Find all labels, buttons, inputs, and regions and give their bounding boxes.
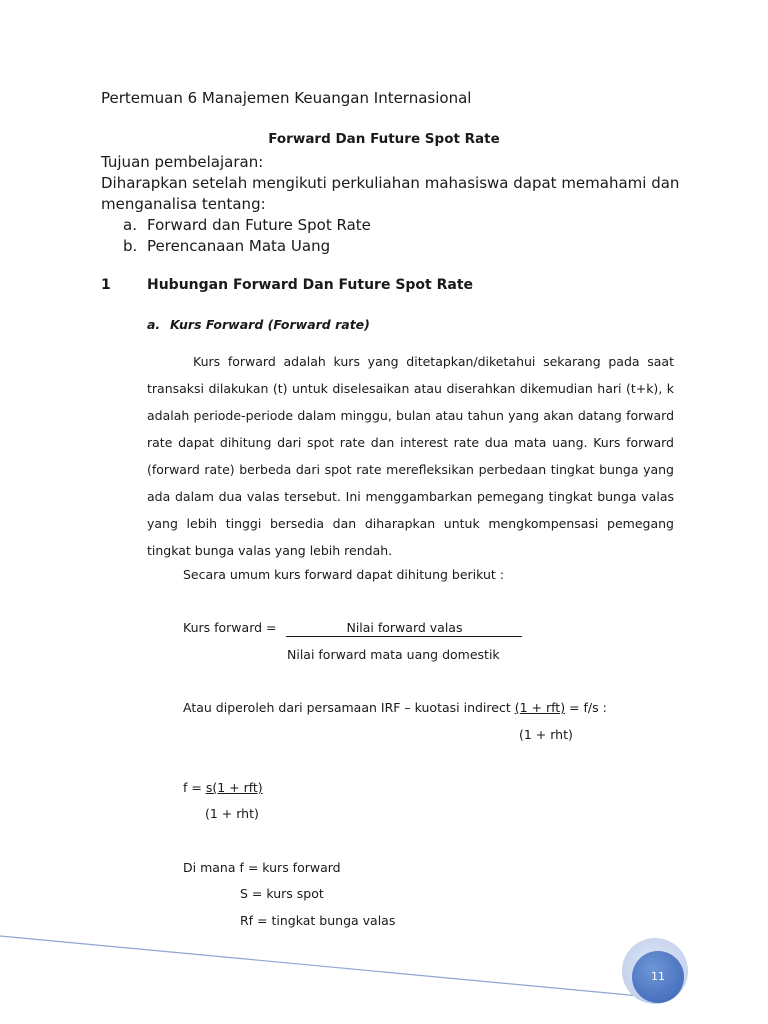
irf-suffix: = f/s : xyxy=(569,700,607,715)
where-line-1: Di mana f = kurs forward xyxy=(183,860,341,875)
where-line-3: Rf = tingkat bunga valas xyxy=(240,913,396,928)
kurs-forward-formula xyxy=(183,620,522,637)
kurs-forward-numerator: Nilai forward valas xyxy=(286,620,522,637)
document-header: Pertemuan 6 Manajemen Keuangan Internasional xyxy=(101,89,472,107)
objectives-heading: Tujuan pembelajaran: xyxy=(101,153,264,171)
page-number-badge: 11 xyxy=(632,951,684,1003)
irf-text: Atau diperoleh dari persamaan IRF – kuotasi indirect xyxy=(183,700,511,715)
kurs-forward-label: Kurs forward = xyxy=(183,620,277,635)
objective-item xyxy=(101,236,679,257)
learning-objectives xyxy=(101,152,679,257)
f-numerator: s(1 + rft) xyxy=(205,780,263,795)
irf-numerator: (1 + rft) xyxy=(514,700,566,715)
subsection-heading xyxy=(147,317,370,332)
f-denominator: (1 + rht) xyxy=(205,806,259,821)
footer-line xyxy=(0,936,640,996)
document-title: Forward Dan Future Spot Rate xyxy=(268,131,500,147)
objectives-intro-line-1: Diharapkan setelah mengikuti perkuliahan mahasiswa dapat memahami dan xyxy=(101,174,680,192)
formula-intro: Secara umum kurs forward dapat dihitung berikut : xyxy=(183,567,505,582)
paragraph-text: Kurs forward adalah kurs yang ditetapkan/diketahui sekarang pada saat transaksi dilakukan (t) untuk diselesaikan atau diserahkan dikemudian hari (t+k), k adalah periode-periode dalam minggu, bulan atau tahun yang akan datang forward rate dapat dihitung dari spot rate dan interest rate dua mata uang. Kurs forward (forward rate) berbeda dari spot rate merefleksikan perbedaan tingkat bunga yang ada dalam dua valas tersebut. Ini menggambarkan pemegang tingkat bunga valas yang lebih tinggi bersedia dan diharapkan untuk mengkompensasi pemegang tingkat bunga valas yang lebih rendah. xyxy=(147,354,674,558)
objective-marker: a. xyxy=(123,216,137,234)
f-prefix: f = xyxy=(183,780,206,795)
section-number: 1 xyxy=(101,277,111,293)
body-paragraph xyxy=(147,348,674,564)
subsection-marker: a. xyxy=(147,317,161,332)
objective-marker: b. xyxy=(123,237,138,255)
objective-text: Perencanaan Mata Uang xyxy=(147,237,331,255)
objectives-list xyxy=(101,215,679,257)
where-line-2: S = kurs spot xyxy=(240,886,324,901)
f-formula xyxy=(183,780,263,795)
irf-denominator: (1 + rht) xyxy=(519,727,573,742)
objectives-intro-line-2: menganalisa tentang: xyxy=(101,195,266,213)
irf-formula xyxy=(183,700,607,715)
objective-item xyxy=(101,215,679,236)
kurs-forward-denominator: Nilai forward mata uang domestik xyxy=(287,647,500,662)
section-title: Hubungan Forward Dan Future Spot Rate xyxy=(147,277,474,293)
subsection-title: Kurs Forward (Forward rate) xyxy=(170,317,370,332)
objective-text: Forward dan Future Spot Rate xyxy=(147,216,371,234)
